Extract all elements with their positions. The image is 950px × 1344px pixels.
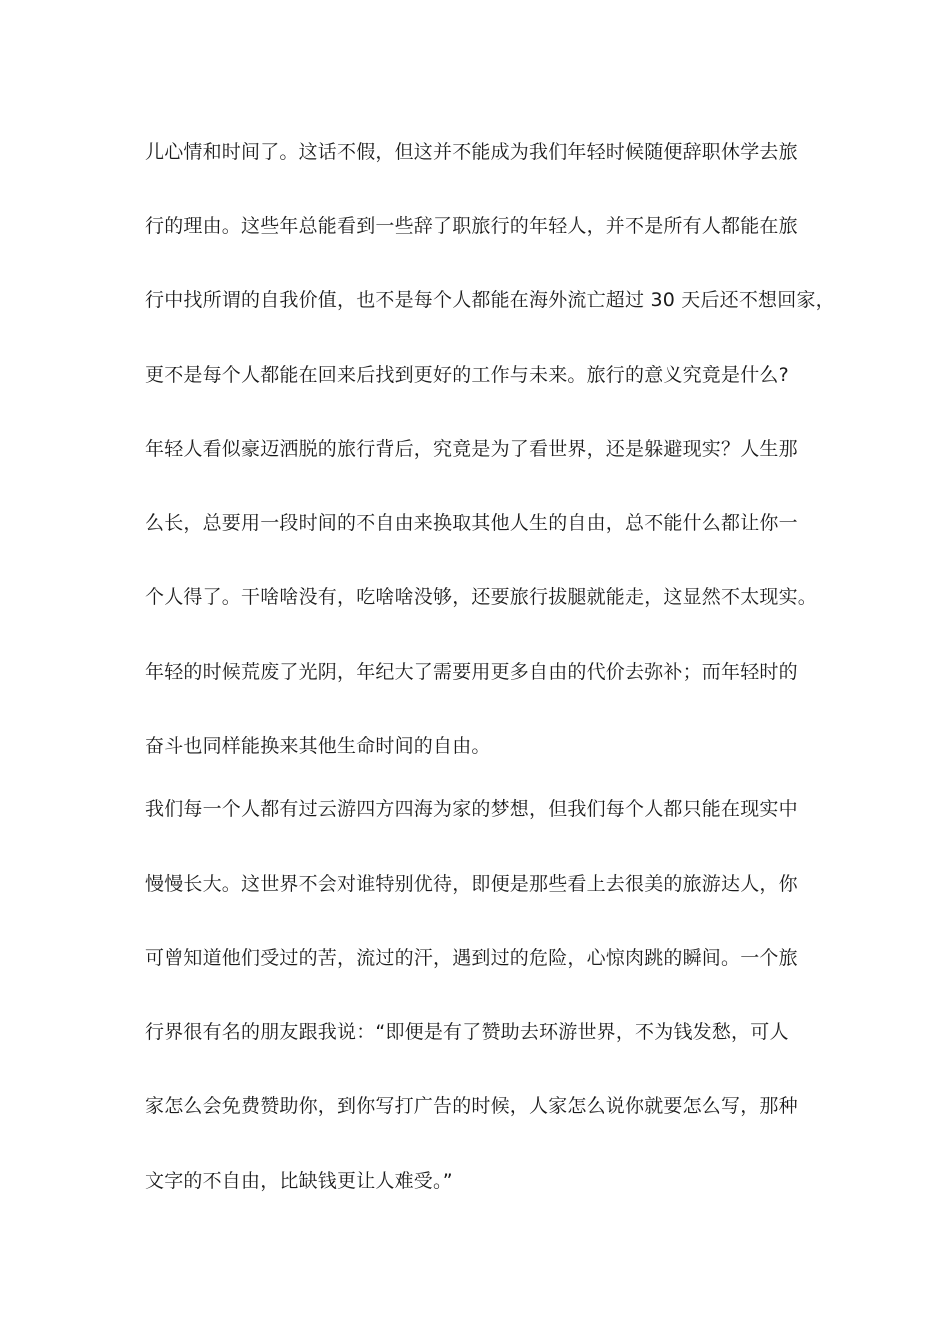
text-line: 年轻人看似豪迈洒脱的旅行背后，究竟是为了看世界，还是躲避现实？人生那 — [145, 438, 798, 460]
text-line: 年轻的时候荒废了光阴，年纪大了需要用更多自由的代价去弥补；而年轻时的 — [145, 661, 798, 683]
text-line: 我们每一个人都有过云游四方四海为家的梦想，但我们每个人都只能在现实中 — [145, 798, 798, 820]
text-line: 文字的不自由，比缺钱更让人难受。” — [145, 1170, 453, 1192]
text-line: 么长，总要用一段时间的不自由来换取其他人生的自由，总不能什么都让你一 — [145, 512, 798, 534]
text-line: 奋斗也同样能换来其他生命时间的自由。 — [145, 735, 491, 757]
text-line: 儿心情和时间了。这话不假，但这并不能成为我们年轻时候随便辞职休学去旅 — [145, 141, 798, 163]
text-line: 行的理由。这些年总能看到一些辞了职旅行的年轻人，并不是所有人都能在旅 — [145, 215, 798, 237]
text-line: 行中找所谓的自我价值，也不是每个人都能在海外流亡超过 30 天后还不想回家， — [145, 289, 835, 311]
text-line: 个人得了。干啥啥没有，吃啥啥没够，还要旅行拔腿就能走，这显然不太现实。 — [145, 586, 818, 608]
text-line: 慢慢长大。这世界不会对谁特别优待，即便是那些看上去很美的旅游达人，你 — [145, 873, 798, 895]
text-line: 家怎么会免费赞助你，到你写打广告的时候，人家怎么说你就要怎么写，那种 — [145, 1095, 798, 1117]
text-line: 更不是每个人都能在回来后找到更好的工作与未来。旅行的意义究竟是什么? — [145, 364, 789, 386]
text-line: 可曾知道他们受过的苦，流过的汗，遇到过的危险，心惊肉跳的瞬间。一个旅 — [145, 947, 798, 969]
text-line: 行界很有名的朋友跟我说：“即便是有了赞助去环游世界，不为钱发愁，可人 — [145, 1021, 789, 1043]
